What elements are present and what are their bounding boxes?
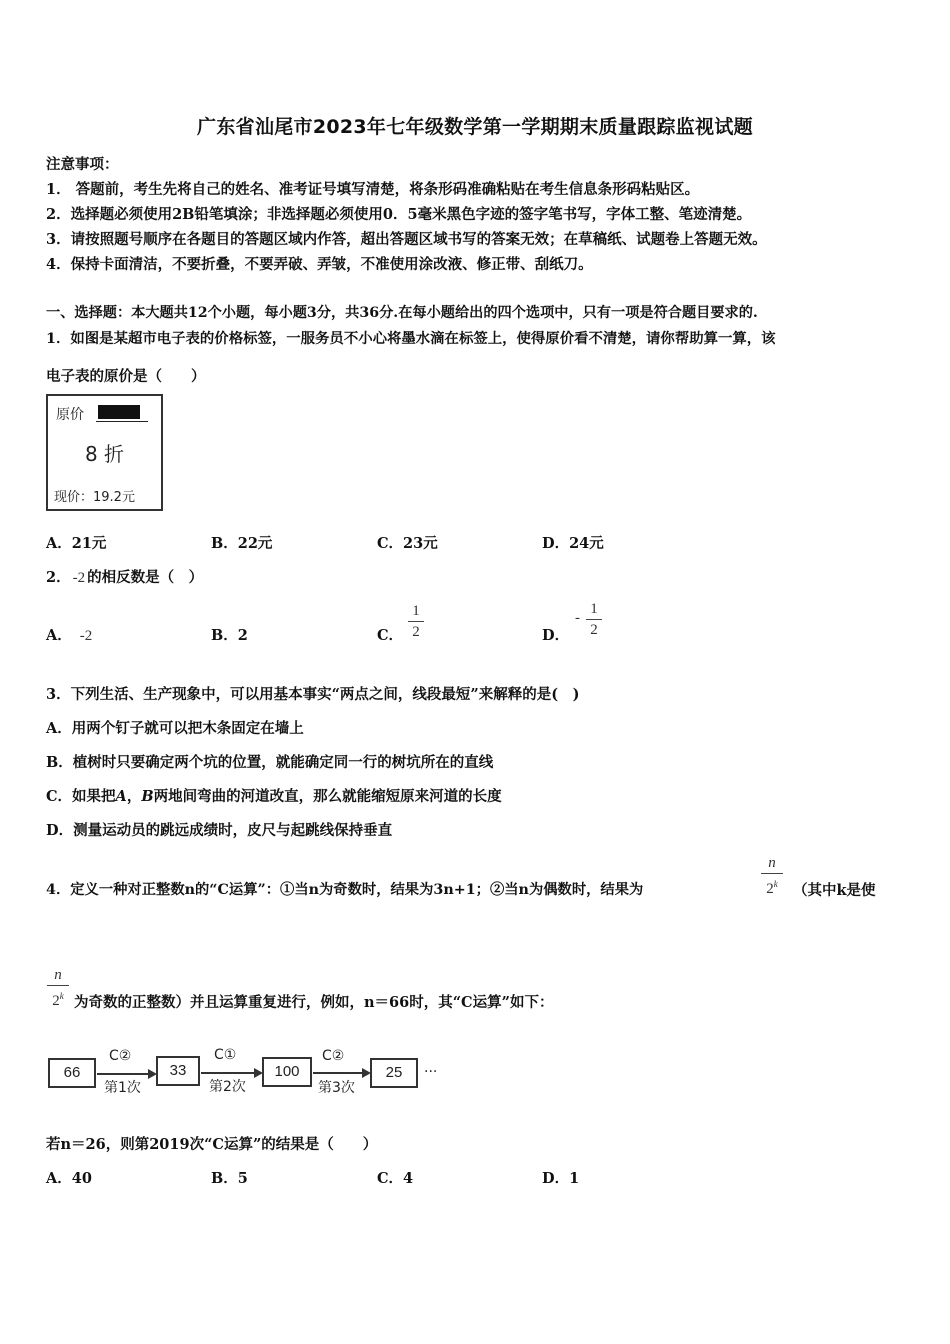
q2-option-a-value: -2 (79, 628, 93, 644)
price-tag-figure (46, 394, 163, 511)
q4-option-c: C．4 (377, 1170, 414, 1187)
fraction-bar (586, 619, 602, 620)
fraction-base: 2 (52, 993, 60, 1009)
q3-option-b: B．植树时只要确定两个坑的位置，就能确定同一行的树坑所在的直线 (46, 754, 494, 771)
q1-option-b: B．22元 (211, 535, 273, 552)
fraction-denominator: 2 (412, 624, 420, 640)
q2-option-a (46, 624, 92, 645)
price-tag-discount: 8 折 (84, 442, 125, 466)
question-1-stem: 1．如图是某超市电子表的价格标签，一服务员不小心将墨水滴在标签上，使得原价看不清楚，请你帮助算一算，该 (46, 330, 776, 347)
fraction-denominator: 2 (590, 622, 598, 638)
q1-option-d: D．24元 (542, 535, 604, 552)
flow-op-label: C② (109, 1048, 132, 1064)
q3-option-d: D．测量运动员的跳远成绩时，皮尺与起跳线保持垂直 (46, 822, 393, 839)
q1-option-c: C．23元 (377, 535, 438, 552)
flow-ellipsis: ··· (424, 1064, 438, 1080)
fraction-numerator: n (768, 855, 776, 871)
flow-box: 33 (156, 1056, 200, 1086)
notice-item: 1． 答题前，考生先将自己的姓名、准考证号填写清楚，将条形码准确粘贴在考生信息条形码粘贴区。 (46, 181, 700, 198)
q2-option-d-label: D． (542, 627, 570, 644)
question-3-stem: 3．下列生活、生产现象中，可以用基本事实“两点之间，线段最短”来解释的是( ) (46, 686, 580, 703)
q2-option-d-sign: - (575, 610, 580, 626)
flow-box: 25 (370, 1058, 418, 1088)
notice-item: 4．保持卡面清洁，不要折叠，不要弄破、弄皱，不准使用涂改液、修正带、刮纸刀。 (46, 256, 593, 273)
fraction-bar (408, 621, 424, 622)
fraction-numerator: n (54, 967, 62, 983)
q4-fraction-inline-1 (761, 854, 783, 898)
q3-option-c-prefix: C．如果把 (46, 788, 116, 805)
q3-option-a: A．用两个钉子就可以把木条固定在墙上 (46, 720, 304, 737)
notice-item: 2．选择题必须使用2B铅笔填涂；非选择题必须使用0．5毫米黑色字迹的签字笔书写，字体工整、笔迹清楚。 (46, 206, 752, 223)
q2-option-b: B．2 (211, 627, 248, 644)
q3-option-c-suffix: 两地间弯曲的河道改直，那么就能缩短原来河道的长度 (153, 788, 502, 805)
fraction-exponent: k (59, 991, 64, 1001)
q2-option-d-fraction (586, 600, 602, 639)
flow-op-label: C① (214, 1047, 237, 1063)
fraction-numerator: 1 (412, 603, 420, 619)
flow-arrow (201, 1072, 261, 1074)
flow-box: 66 (48, 1058, 96, 1088)
fraction-base: 2 (766, 881, 774, 897)
notice-item: 3．请按照题号顺序在各题目的答题区域内作答，超出答题区域书写的答案无效；在草稿纸、试题卷上答题无效。 (46, 231, 767, 248)
q2-option-c-label: C． (377, 627, 404, 644)
q4-fraction-inline-2 (47, 966, 69, 1010)
question-4-stem: 4．定义一种对正整数n的“C运算”：①当n为奇数时，结果为3n+1；②当n为偶数时，结果为 (46, 882, 644, 898)
fraction-exponent: k (773, 879, 778, 889)
q3-option-c (46, 785, 502, 806)
fraction-numerator: 1 (590, 601, 598, 617)
question-4-stem-tail: （其中k是使 (793, 882, 876, 899)
ink-blot (98, 405, 140, 419)
notice-heading: 注意事项： (46, 156, 119, 173)
q2-number: 2． (46, 569, 71, 586)
q2-stem-text: 的相反数是（ ） (87, 569, 204, 586)
section-heading: 一、选择题：本大题共12个小题，每小题3分，共36分.在每小题给出的四个选项中，只有一项是符合题目要求的. (46, 305, 758, 321)
q2-expression: -2 (72, 570, 86, 586)
q2-option-c-fraction (408, 602, 424, 641)
flow-step-label: 第2次 (209, 1079, 246, 1095)
point-a: A (115, 788, 127, 805)
q4-option-d: D．1 (542, 1170, 580, 1187)
flow-arrow (313, 1072, 369, 1074)
price-tag-current: 现价：19.2元 (54, 490, 135, 505)
q3-comma: ， (126, 788, 142, 805)
flow-step-label: 第1次 (104, 1080, 141, 1096)
q4-option-a: A．40 (46, 1170, 92, 1187)
flow-step-label: 第3次 (318, 1080, 355, 1096)
page-title: 广东省汕尾市2023年七年级数学第一学期期末质量跟踪监视试题 (197, 116, 753, 138)
question-1-stem-cont: 电子表的原价是（ ） (46, 368, 206, 385)
q2-option-a-label: A． (46, 627, 72, 644)
fraction-bar (761, 873, 783, 874)
flow-box: 100 (262, 1057, 312, 1087)
fraction-bar (47, 985, 69, 986)
question-4-stem-cont: 为奇数的正整数）并且运算重复进行，例如，n＝66时，其“C运算”如下： (74, 994, 554, 1011)
price-underline (96, 421, 148, 422)
point-b: B (141, 788, 154, 805)
flow-arrow (97, 1073, 155, 1075)
flow-op-label: C② (322, 1048, 345, 1064)
q4-option-b: B．5 (211, 1170, 248, 1187)
question-2-stem (46, 566, 203, 587)
price-tag-original-label: 原价 (56, 407, 84, 423)
q1-option-a: A．21元 (46, 535, 107, 552)
question-4-ask: 若n＝26，则第2019次“C运算”的结果是（ ） (46, 1136, 378, 1153)
